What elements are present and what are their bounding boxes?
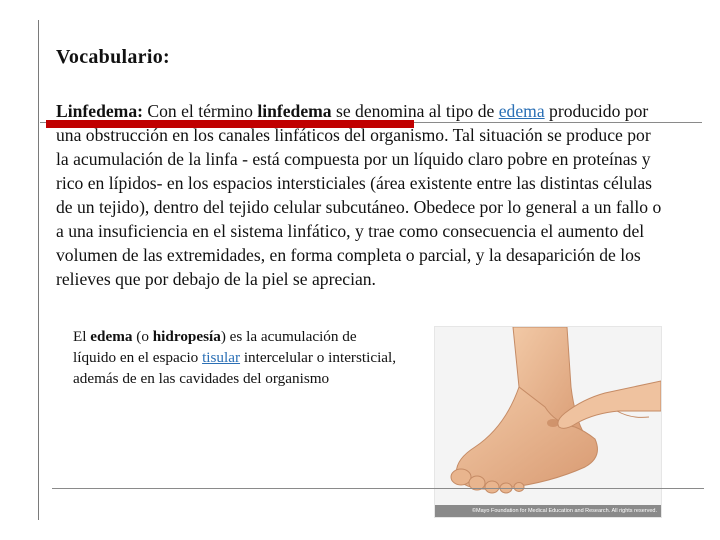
caption-term-edema: edema [90,328,133,345]
slide-frame-left [38,20,39,520]
caption-term-hidropesia: hidropesía [152,328,221,345]
term-heading: Linfedema: [56,101,143,121]
slide-title: Vocabulario: [56,46,170,68]
term-inline: linfedema [257,101,332,121]
caption-text-1: El [73,328,91,345]
caption-text-4: intercelular o intersticial, además de en las cavidades del organismo [73,349,397,387]
tisular-link[interactable]: tisular [202,349,241,366]
edema-caption [73,326,403,389]
caption-text-2: (o [132,328,153,345]
paragraph-text-3: producido por una obstrucción en los canales linfáticos del organismo. Tal situación se produce por la acumulación de la linfa - está compuesta por un líquido claro pobre en proteínas y rico en lípidos- en los espacios intersticiales (área existente entre las distintas células de un tejido), dentro del tejido celular subcutáneo. Obedece por lo general a un fallo o a una insuficiencia en el sistema linfático, y trae como consecuencia el aumento del volumen de las extremidades, en forma completa o parcial, y la desaparición de los relieves que por debajo de la piel se aprecian. [56,101,662,289]
edema-foot-photo [434,326,662,518]
bottom-divider [52,488,704,489]
paragraph-text-1: Con el término [142,101,258,121]
caption-text-3: ) es la acumulación de líquido en el espacio [73,328,357,366]
lymphedema-definition [56,99,666,291]
paragraph-text-2: se denomina al tipo de [331,101,499,121]
edema-link[interactable]: edema [498,101,545,121]
foot-illustration [435,327,661,505]
image-credit: ©Mayo Foundation for Medical Education and Research. All rights reserved. [435,505,661,517]
